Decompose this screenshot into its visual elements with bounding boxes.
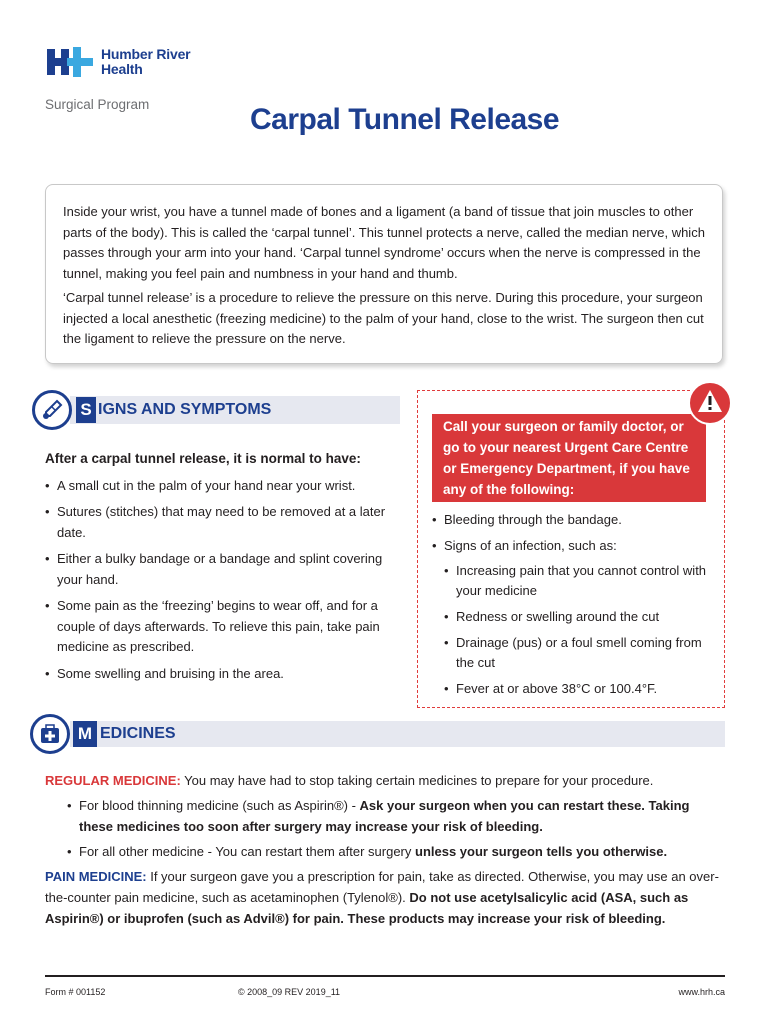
pain-medicine-label: PAIN MEDICINE: [45,869,147,884]
intro-paragraph-1: Inside your wrist, you have a tunnel made of bones and a ligament (a band of tissue that join muscles to other parts of the body). This is called the ‘carpal tunnel’. This tunnel protects a nerve, called the median nerve, which passes through your arm into your hand. ‘Carpal tunnel syndrome’ occurs when the nerve is compressed in the tunnel, making you feel pain and numbness in your hand and thumb. [63,204,705,281]
signs-section [45,449,395,690]
sub-list-item: • Drainage (pus) or a foul smell coming from the cut [444,633,717,673]
footer-form-number: Form # 001152 [45,987,106,997]
intro-paragraph-2: ‘Carpal tunnel release’ is a procedure to relieve the pressure on this nerve. During this procedure, your surgeon injected a local anesthetic (freezing medicine) to the palm of your hand, close to the wrist. The surgeon then cut the ligament to relieve the pressure on the nerve. [63,290,704,346]
list-item: • Sutures (stitches) that may need to be removed at a later date. [45,502,395,543]
hospital-logo [47,47,190,77]
regular-medicine-label: REGULAR MEDICINE: [45,773,181,788]
medicines-heading-letter: M [73,721,97,747]
list-item: • A small cut in the palm of your hand near your wrist. [45,476,395,497]
sub-list-item: • Fever at or above 38°C or 100.4°F. [444,679,717,699]
pain-medicine-paragraph [45,866,725,929]
thermometer-icon [32,390,72,430]
pain-medicine-warning: Do not use acetylsalicylic acid (ASA, such as Aspirin®) or ibuprofen (such as Advil®) for pain. These products may increase your risk of bleeding. [45,890,689,926]
list-item [67,795,725,837]
intro-box [45,184,723,364]
warning-icon [687,380,733,426]
logo-text-line2: Health [101,61,143,77]
list-item: • Bleeding through the bandage. [432,510,717,530]
sub-list-item: • Increasing pain that you cannot control with your medicine [444,561,717,601]
list-item: • Either a bulky bandage or a bandage and splint covering your hand. [45,549,395,590]
program-label: Surgical Program [45,97,150,112]
logo-text-line1: Humber River [101,46,191,62]
sub-list-item: • Redness or swelling around the cut [444,607,717,627]
signs-heading: IGNS AND SYMPTOMS [98,401,272,418]
alert-list [432,510,717,705]
footer-divider [45,975,725,977]
footer-website-link[interactable]: www.hrh.ca [678,987,725,997]
list-item [432,536,717,699]
footer-revision: © 2008_09 REV 2019_11 [238,987,341,997]
list-item-text: For blood thinning medicine (such as Aspirin®) - [79,798,360,813]
list-item-bold: unless your surgeon tells you otherwise. [415,844,668,859]
list-item-bold: Ask your surgeon when you can restart these. Taking these medicines too soon after surgery may increase your risk of bleeding. [79,798,690,834]
medicines-heading: EDICINES [100,725,176,742]
list-item [67,841,725,862]
page-title: Carpal Tunnel Release [250,103,560,136]
hospital-logo-icon [47,47,95,77]
alert-heading: Call your surgeon or family doctor, or go to your nearest Urgent Care Centre or Emergency Department, if you have any of the following: [432,414,706,502]
medicines-section [45,770,725,932]
pain-medicine-text: If your surgeon gave you a prescription for pain, take as directed. Otherwise, you may use an over-the-counter pain medicine, such as acetaminophen (Tylenol®). [45,869,719,905]
signs-heading-letter: S [76,397,96,423]
list-item-text: For all other medicine - You can restart them after surgery [79,844,415,859]
signs-lead: After a carpal tunnel release, it is normal to have: [45,451,361,466]
list-item: • Some swelling and bruising in the area. [45,664,395,685]
medicine-kit-icon [30,714,70,754]
regular-medicine-paragraph [45,770,725,791]
list-item-text: Signs of an infection, such as: [444,538,617,553]
list-item: • Some pain as the ‘freezing’ begins to wear off, and for a couple of days afterwards. To relieve this pain, take pain medicine as prescribed. [45,596,395,658]
regular-medicine-text: You may have had to stop taking certain medicines to prepare for your procedure. [180,773,654,788]
